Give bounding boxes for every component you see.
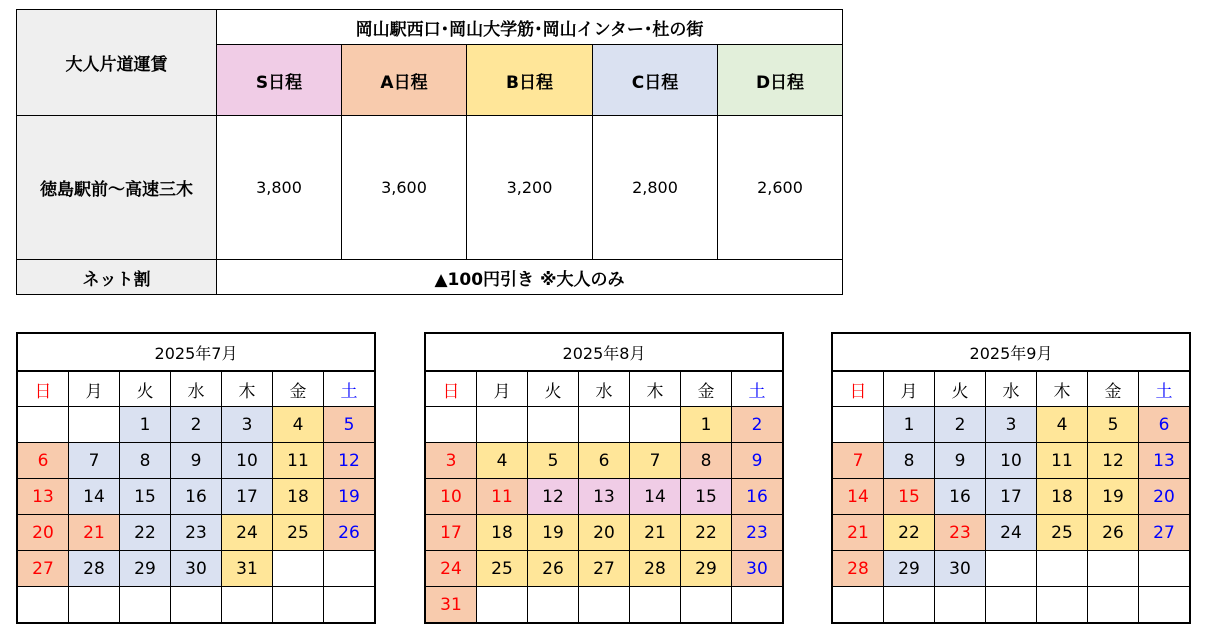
weekday-header: 日 — [832, 371, 884, 407]
fare-corner-label: 大人片道運賃 — [17, 10, 217, 116]
calendar-day: 18 — [1037, 479, 1088, 515]
calendar-day: 27 — [579, 551, 630, 587]
weekday-header: 火 — [528, 371, 579, 407]
calendar-day: 15 — [681, 479, 732, 515]
calendar-day: 10 — [222, 443, 273, 479]
calendar-day: 17 — [425, 515, 477, 551]
calendar-empty-cell — [273, 551, 324, 587]
calendar-july — [16, 332, 376, 624]
calendar-day: 6 — [17, 443, 69, 479]
calendar-empty-cell — [425, 407, 477, 443]
calendar-day: 11 — [273, 443, 324, 479]
calendar-day: 12 — [1088, 443, 1139, 479]
calendar-day: 21 — [69, 515, 120, 551]
calendar-empty-cell — [732, 587, 784, 624]
calendar-empty-cell — [273, 587, 324, 624]
calendar-empty-cell — [477, 587, 528, 624]
calendar-title: 2025年7月 — [17, 333, 375, 371]
calendar-empty-cell — [935, 587, 986, 624]
calendar-empty-cell — [222, 587, 273, 624]
calendar-empty-cell — [630, 587, 681, 624]
weekday-header: 土 — [324, 371, 376, 407]
calendar-day: 2 — [171, 407, 222, 443]
weekday-header: 火 — [935, 371, 986, 407]
calendar-day: 8 — [681, 443, 732, 479]
calendar-september — [831, 332, 1191, 624]
weekday-header: 土 — [732, 371, 784, 407]
calendar-day: 4 — [273, 407, 324, 443]
schedule-header-c: C日程 — [593, 45, 718, 116]
calendar-day: 5 — [528, 443, 579, 479]
calendar-august — [424, 332, 784, 624]
calendar-empty-cell — [986, 551, 1037, 587]
calendar-day: 21 — [630, 515, 681, 551]
calendar-day: 29 — [884, 551, 935, 587]
calendar-day: 7 — [630, 443, 681, 479]
calendar-day: 19 — [324, 479, 376, 515]
calendar-day: 30 — [171, 551, 222, 587]
calendar-empty-cell — [884, 587, 935, 624]
calendar-empty-cell — [17, 587, 69, 624]
calendar-day: 2 — [935, 407, 986, 443]
calendar-day: 30 — [732, 551, 784, 587]
calendar-empty-cell — [832, 587, 884, 624]
calendar-day: 5 — [1088, 407, 1139, 443]
calendar-day: 19 — [1088, 479, 1139, 515]
weekday-header: 水 — [986, 371, 1037, 407]
calendar-day: 20 — [579, 515, 630, 551]
weekday-header: 火 — [120, 371, 171, 407]
schedule-header-a: A日程 — [342, 45, 467, 116]
calendar-day: 4 — [1037, 407, 1088, 443]
calendar-day: 15 — [884, 479, 935, 515]
calendar-day: 18 — [477, 515, 528, 551]
calendar-day: 14 — [832, 479, 884, 515]
calendar-empty-cell — [324, 587, 376, 624]
price-a: 3,600 — [342, 116, 467, 260]
calendar-day: 30 — [935, 551, 986, 587]
weekday-header: 月 — [69, 371, 120, 407]
price-c: 2,800 — [593, 116, 718, 260]
calendar-day: 24 — [986, 515, 1037, 551]
price-b: 3,200 — [467, 116, 593, 260]
calendar-day: 7 — [69, 443, 120, 479]
calendar-day: 28 — [832, 551, 884, 587]
calendar-day: 10 — [986, 443, 1037, 479]
calendar-day: 16 — [732, 479, 784, 515]
schedule-header-b: B日程 — [467, 45, 593, 116]
calendar-day: 1 — [120, 407, 171, 443]
weekday-header: 水 — [579, 371, 630, 407]
calendar-day: 11 — [477, 479, 528, 515]
schedule-header-d: D日程 — [718, 45, 843, 116]
calendar-empty-cell — [986, 587, 1037, 624]
calendar-day: 14 — [630, 479, 681, 515]
route-title: 岡山駅西口･岡山大学筋･岡山インター･杜の街 — [217, 10, 843, 45]
calendar-day: 8 — [120, 443, 171, 479]
weekday-header: 水 — [171, 371, 222, 407]
calendar-empty-cell — [120, 587, 171, 624]
calendar-day: 13 — [579, 479, 630, 515]
calendar-empty-cell — [832, 407, 884, 443]
calendar-empty-cell — [579, 587, 630, 624]
calendar-day: 22 — [681, 515, 732, 551]
schedule-header-s: S日程 — [217, 45, 342, 116]
calendar-day: 18 — [273, 479, 324, 515]
weekday-header: 木 — [630, 371, 681, 407]
calendar-day: 24 — [222, 515, 273, 551]
calendar-day: 20 — [17, 515, 69, 551]
weekday-header: 木 — [1037, 371, 1088, 407]
calendar-empty-cell — [1088, 551, 1139, 587]
calendar-day: 7 — [832, 443, 884, 479]
calendar-day: 1 — [884, 407, 935, 443]
calendar-empty-cell — [1037, 551, 1088, 587]
calendar-empty-cell — [579, 407, 630, 443]
calendar-empty-cell — [69, 587, 120, 624]
calendar-day: 17 — [986, 479, 1037, 515]
weekday-header: 金 — [681, 371, 732, 407]
calendar-day: 3 — [986, 407, 1037, 443]
calendar-day: 10 — [425, 479, 477, 515]
calendar-day: 22 — [884, 515, 935, 551]
calendar-empty-cell — [69, 407, 120, 443]
calendar-day: 26 — [324, 515, 376, 551]
calendar-day: 28 — [69, 551, 120, 587]
weekday-header: 土 — [1139, 371, 1191, 407]
calendar-day: 3 — [222, 407, 273, 443]
price-s: 3,800 — [217, 116, 342, 260]
calendar-day: 25 — [1037, 515, 1088, 551]
calendar-day: 22 — [120, 515, 171, 551]
calendar-day: 31 — [425, 587, 477, 624]
calendar-day: 9 — [732, 443, 784, 479]
calendar-day: 9 — [171, 443, 222, 479]
calendar-day: 19 — [528, 515, 579, 551]
calendar-empty-cell — [324, 551, 376, 587]
calendar-empty-cell — [1139, 587, 1191, 624]
calendar-empty-cell — [477, 407, 528, 443]
weekday-header: 日 — [425, 371, 477, 407]
calendar-empty-cell — [681, 587, 732, 624]
calendar-day: 6 — [1139, 407, 1191, 443]
calendar-day: 11 — [1037, 443, 1088, 479]
calendar-day: 21 — [832, 515, 884, 551]
calendar-day: 5 — [324, 407, 376, 443]
calendar-empty-cell — [1037, 587, 1088, 624]
calendar-day: 13 — [17, 479, 69, 515]
calendar-empty-cell — [528, 587, 579, 624]
calendar-empty-cell — [528, 407, 579, 443]
calendar-grid — [831, 332, 1191, 624]
calendar-day: 28 — [630, 551, 681, 587]
price-d: 2,600 — [718, 116, 843, 260]
calendar-day: 8 — [884, 443, 935, 479]
calendar-day: 16 — [171, 479, 222, 515]
calendar-day: 2 — [732, 407, 784, 443]
calendar-day: 16 — [935, 479, 986, 515]
calendar-day: 24 — [425, 551, 477, 587]
weekday-header: 金 — [1088, 371, 1139, 407]
calendar-day: 4 — [477, 443, 528, 479]
fare-table — [16, 9, 843, 295]
calendar-day: 14 — [69, 479, 120, 515]
calendar-day: 13 — [1139, 443, 1191, 479]
calendar-grid — [424, 332, 784, 624]
calendar-day: 25 — [273, 515, 324, 551]
calendar-empty-cell — [17, 407, 69, 443]
calendar-day: 27 — [17, 551, 69, 587]
calendar-empty-cell — [630, 407, 681, 443]
calendar-day: 20 — [1139, 479, 1191, 515]
calendar-empty-cell — [1088, 587, 1139, 624]
weekday-header: 木 — [222, 371, 273, 407]
calendar-day: 12 — [528, 479, 579, 515]
calendar-day: 6 — [579, 443, 630, 479]
calendar-title: 2025年9月 — [832, 333, 1190, 371]
calendar-title: 2025年8月 — [425, 333, 783, 371]
route-row-label: 徳島駅前～高速三木 — [17, 116, 217, 260]
calendar-day: 23 — [935, 515, 986, 551]
calendar-day: 12 — [324, 443, 376, 479]
calendar-day: 23 — [732, 515, 784, 551]
calendar-day: 25 — [477, 551, 528, 587]
calendar-empty-cell — [171, 587, 222, 624]
calendar-empty-cell — [1139, 551, 1191, 587]
weekday-header: 月 — [477, 371, 528, 407]
calendar-day: 27 — [1139, 515, 1191, 551]
calendar-day: 26 — [528, 551, 579, 587]
calendar-day: 29 — [120, 551, 171, 587]
weekday-header: 金 — [273, 371, 324, 407]
calendar-day: 23 — [171, 515, 222, 551]
calendar-day: 31 — [222, 551, 273, 587]
calendar-day: 1 — [681, 407, 732, 443]
calendar-grid — [16, 332, 376, 624]
calendar-day: 26 — [1088, 515, 1139, 551]
calendar-day: 9 — [935, 443, 986, 479]
calendar-day: 3 — [425, 443, 477, 479]
calendar-day: 29 — [681, 551, 732, 587]
calendar-day: 17 — [222, 479, 273, 515]
weekday-header: 月 — [884, 371, 935, 407]
calendar-day: 15 — [120, 479, 171, 515]
net-discount-label: ネット割 — [17, 260, 217, 295]
weekday-header: 日 — [17, 371, 69, 407]
net-discount-value: ▲100円引き ※大人のみ — [217, 260, 843, 295]
